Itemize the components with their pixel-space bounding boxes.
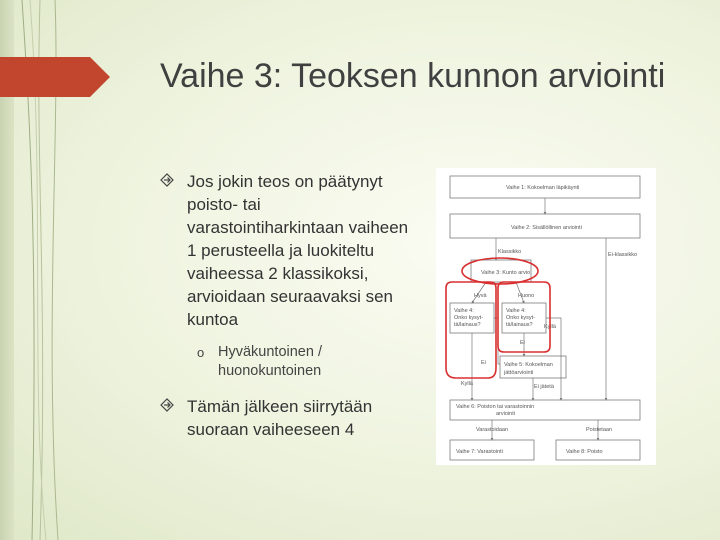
circle-bullet-marker: o — [197, 345, 205, 360]
bullet-item — [160, 170, 420, 331]
flow-step4a-line3: tä/lainaus? — [454, 322, 481, 328]
flow-varastoidaan-label: Varastoidaan — [476, 427, 509, 433]
flow-step6-line1: Vaihe 6: Poiston tai varastoinnin — [456, 404, 535, 410]
flow-huono-label: Huono — [518, 293, 535, 299]
flow-ei-label: Ei — [481, 360, 486, 366]
flow-step3-label: Vaihe 3: Kunto arvio — [481, 270, 531, 276]
flow-step7-label: Vaihe 7: Varastointi — [456, 449, 503, 455]
flow-step5-line1: Vaihe 5: Kokoelman — [504, 362, 553, 368]
flow-ei-label: Ei — [520, 340, 525, 346]
flow-step4b-line2: Onko kysyt- — [506, 315, 536, 321]
flow-poistetaan-label: Poistetaan — [586, 427, 612, 433]
diamond-arrow-icon — [160, 173, 174, 187]
bullet-list — [160, 170, 420, 441]
title-accent-arrow — [0, 57, 110, 97]
flow-eijateta-label: Ei jätetä — [534, 384, 554, 390]
flow-hyva-label: Hyvä — [474, 293, 487, 299]
flow-step8-label: Vaihe 8: Poisto — [566, 449, 603, 455]
flow-step6-line2: arviointi — [496, 411, 515, 417]
flow-kylla-label: Kyllä — [544, 324, 556, 330]
flow-step4a-line2: Onko kysyt- — [454, 315, 484, 321]
flow-eiklassikko-label: Ei-klassikko — [608, 252, 638, 258]
flow-step4b-line1: Vaihe 4: — [506, 308, 526, 314]
sub-bullet-text: Hyväkuntoinen / huonokuntoinen — [218, 344, 322, 379]
bullet-text: Tämän jälkeen siirrytään suoraan vaiheeseen 4 — [187, 397, 373, 439]
bullet-item — [160, 395, 420, 441]
flow-step1-label: Vaihe 1: Kokoelman läpikäynti — [506, 185, 580, 191]
sub-bullet-item — [160, 343, 420, 381]
flow-step5-line2: jättöarviointi — [504, 370, 534, 376]
flow-step2-label: Vaihe 2: Sisällöllinen arviointi — [511, 225, 582, 231]
bullet-text: Jos jokin teos on päätynyt poisto- tai varastointiharkintaan vaiheen 1 perusteella ja luokiteltu vaiheessa 2 klassikoksi, arvioidaan seuraavaksi sen kuntoa — [187, 172, 409, 329]
flow-step4b-line3: tä/lainaus? — [506, 322, 533, 328]
flowchart-image — [436, 168, 656, 465]
flow-kylla-label: Kyllä — [461, 381, 473, 387]
diamond-arrow-icon — [160, 398, 174, 412]
flow-step4a-line1: Vaihe 4: — [454, 308, 474, 314]
slide-title: Vaihe 3: Teoksen kunnon arviointi — [160, 57, 666, 95]
flow-klassikko-label: Klassikko — [498, 249, 522, 255]
